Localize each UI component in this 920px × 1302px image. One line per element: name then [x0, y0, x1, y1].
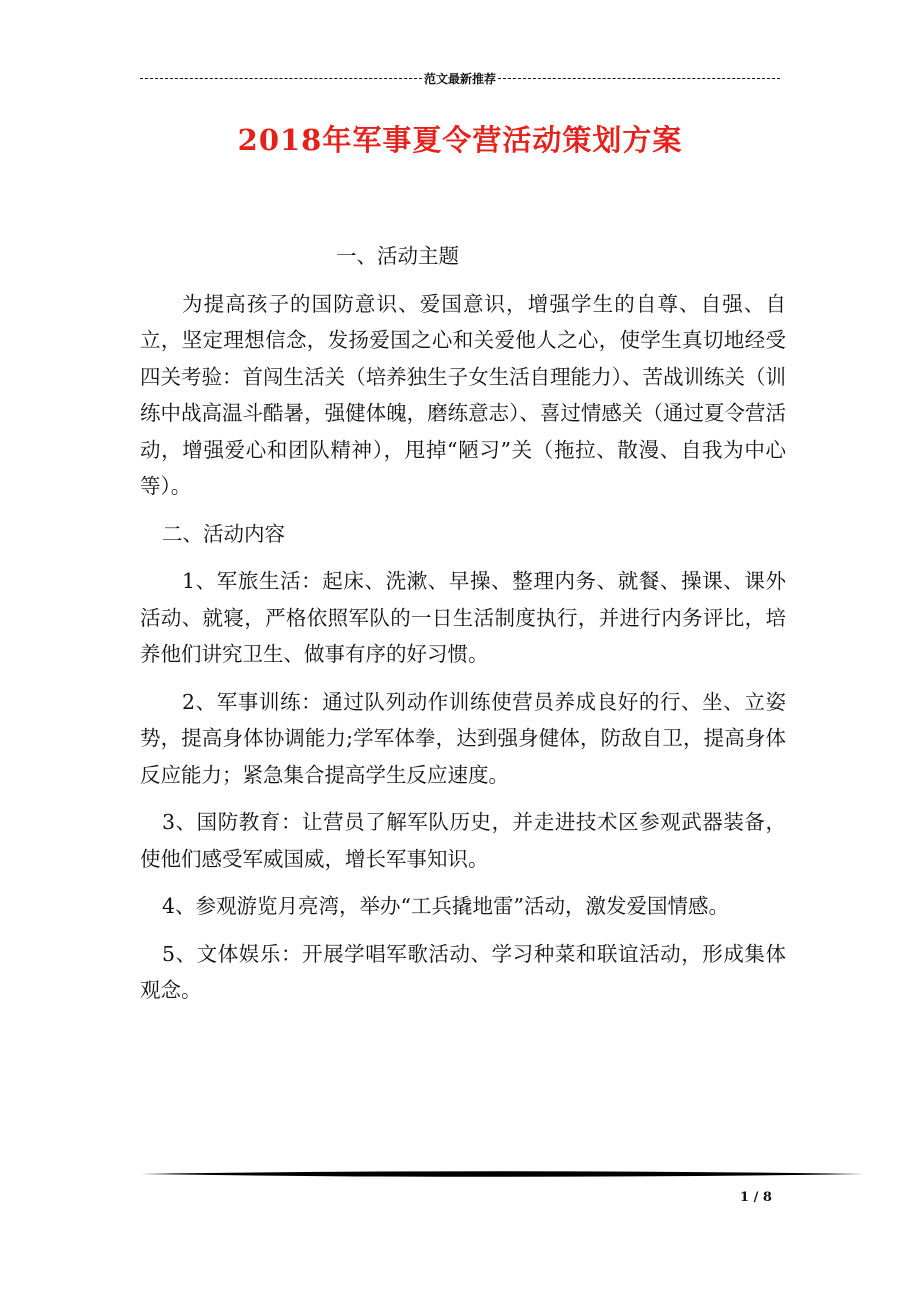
- section-heading-theme: 一、活动主题: [336, 244, 459, 268]
- paragraph-item-4: 4、参观游览月亮湾，举办“工兵撬地雷”活动，激发爱国情感。: [162, 894, 730, 918]
- header-label: 范文最新推荐: [424, 71, 497, 86]
- section-heading-content: 二、活动内容: [162, 521, 285, 546]
- paragraph-theme: 为提高孩子的国防意识、爱国意识，增强学生的自尊、自强、自立，坚定理想信念，发扬爱国之心和关爱他人之心，使学生真切地经受四关考验：首闯生活关（培养独生子女生活自理能力）、苦战训练关（训练中战高温斗酷暑，强健体魄，磨练意志）、喜过情感关（通过夏令营活动，增强爱心和团队精神），甩掉“陋习”关（拖拉、散漫、自我为中心等）。: [140, 291, 786, 498]
- document-title: 2018年军事夏令营活动策划方案: [237, 123, 683, 157]
- paragraph-item-3: 3、国防教育：让营员了解军队历史，并走进技术区参观武器装备，使他们感受军威国威，增长军事知识。: [140, 810, 786, 871]
- paragraph-item-1: 1、军旅生活：起床、洗漱、早操、整理内务、就餐、操课、课外活动、就寝，严格依照军队的一日生活制度执行，并进行内务评比，培养他们讲究卫生、做事有序的好习惯。: [140, 569, 786, 666]
- header-dash-left: [140, 78, 422, 79]
- footer-rule: [140, 1168, 864, 1180]
- page-header: [140, 68, 780, 88]
- page-number: 1 / 8: [740, 1190, 772, 1205]
- header-dash-right: [498, 78, 780, 79]
- document-body: [140, 238, 786, 1020]
- paragraph-item-5: 5、文体娱乐：开展学唱军歌活动、学习种菜和联谊活动，形成集体观念。: [140, 941, 786, 1002]
- paragraph-item-2: 2、军事训练：通过队列动作训练使营员养成良好的行、坐、立姿势，提高身体协调能力;学军体拳，达到强身健体，防敌自卫，提高身体反应能力；紧急集合提高学生反应速度。: [140, 689, 786, 787]
